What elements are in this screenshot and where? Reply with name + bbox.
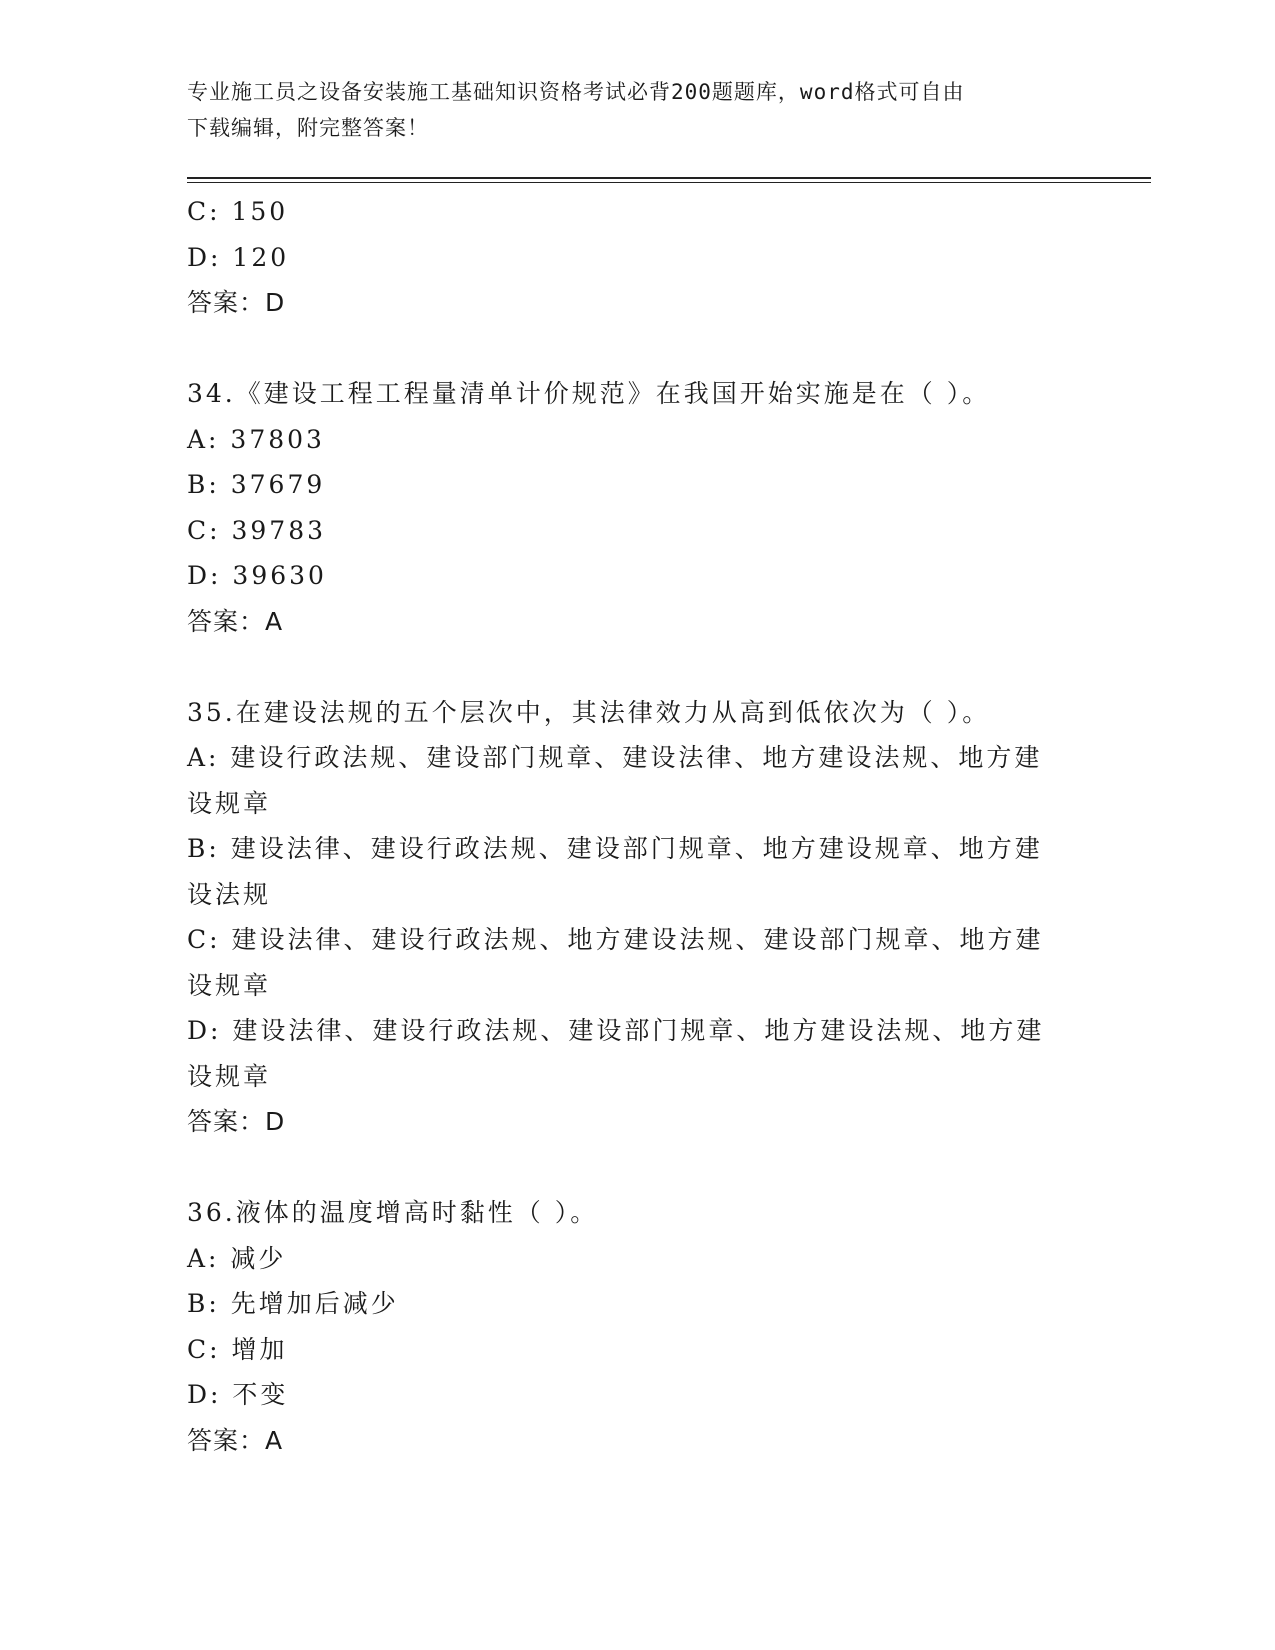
option-a-line-1: A: 建设行政法规、建设部门规章、建设法律、地方建设法规、地方建: [187, 743, 1043, 772]
option-c-line-2: 设规章: [187, 970, 272, 1000]
document-header: [187, 74, 1067, 146]
option-a: A: 减少: [187, 1243, 287, 1273]
document-body: [187, 189, 1087, 1463]
question-35: [187, 690, 1087, 1145]
header-divider-thick: [187, 177, 1151, 179]
header-line-1: 专业施工员之设备安装施工基础知识资格考试必背200题题库，word格式可自由: [187, 80, 965, 104]
option-d: D: 39630: [187, 561, 327, 590]
option-d: D: 不变: [187, 1380, 289, 1409]
option-c: C: 增加: [187, 1334, 288, 1364]
answer-line: 答案：D: [187, 288, 286, 317]
spacer: [187, 644, 1087, 690]
option-d-line-1: D: 建设法律、建设行政法规、建设部门规章、地方建设法规、地方建: [187, 1016, 1045, 1045]
option-c-line-1: C: 建设法律、建设行政法规、地方建设法规、建设部门规章、地方建: [187, 925, 1044, 954]
question-stem: 36.液体的温度增高时黏性（ ）。: [187, 1198, 599, 1227]
header-divider-thin: [187, 182, 1151, 183]
spacer: [187, 326, 1087, 372]
option-c: C: 150: [187, 197, 289, 226]
question-36: [187, 1190, 1087, 1463]
question-34: [187, 371, 1087, 644]
question-stem: 34.《建设工程工程量清单计价规范》在我国开始实施是在（ ）。: [187, 379, 991, 408]
option-d: D: 120: [187, 242, 290, 272]
question-33-continued: [187, 189, 1087, 326]
answer-line: 答案：A: [187, 1425, 284, 1455]
header-line-2: 下载编辑，附完整答案！: [187, 116, 429, 140]
answer-line: 答案：D: [187, 1107, 286, 1136]
question-stem: 35.在建设法规的五个层次中，其法律效力从高到低依次为（ ）。: [187, 697, 991, 727]
option-d-line-2: 设规章: [187, 1061, 272, 1091]
answer-line: 答案：A: [187, 606, 284, 636]
option-b: B: 先增加后减少: [187, 1289, 399, 1318]
option-a-line-2: 设规章: [187, 788, 272, 818]
option-a: A: 37803: [187, 424, 325, 454]
option-b-line-1: B: 建设法律、建设行政法规、建设部门规章、地方建设规章、地方建: [187, 834, 1043, 863]
option-c: C: 39783: [187, 515, 327, 545]
option-b-line-2: 设法规: [187, 879, 272, 909]
spacer: [187, 1145, 1087, 1191]
option-b: B: 37679: [187, 470, 326, 499]
